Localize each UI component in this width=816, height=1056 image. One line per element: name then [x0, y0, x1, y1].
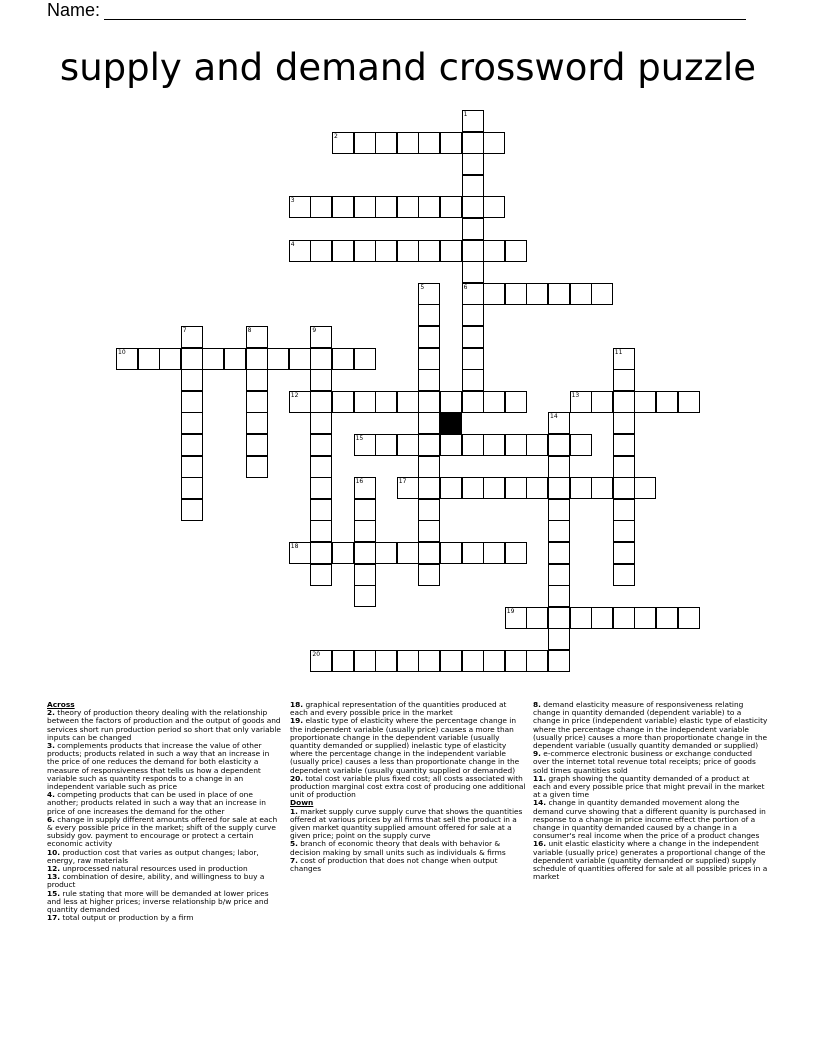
grid-cell[interactable]	[375, 240, 397, 262]
grid-cell[interactable]	[462, 477, 484, 499]
grid-cell[interactable]	[310, 348, 332, 370]
clue-text: cost of production that does not change when output changes	[290, 855, 498, 874]
grid-cell[interactable]	[483, 477, 505, 499]
grid-cell[interactable]	[462, 283, 484, 305]
clue-item	[47, 791, 283, 816]
grid-cell[interactable]	[310, 542, 332, 564]
grid-cell[interactable]	[505, 477, 527, 499]
grid-cell[interactable]	[181, 499, 203, 521]
grid-cell[interactable]	[505, 434, 527, 456]
grid-cell[interactable]	[462, 650, 484, 672]
grid-cell[interactable]	[483, 434, 505, 456]
clue-text: theory of production theory dealing with the relationship between the factors of production and the output of goods and services short run production period so short that only variable inputs can be changed	[47, 708, 281, 742]
grid-cell[interactable]	[418, 564, 440, 586]
grid-cell[interactable]	[289, 348, 311, 370]
grid-cell[interactable]	[310, 434, 332, 456]
grid-cell[interactable]	[397, 196, 419, 218]
grid-cell[interactable]	[418, 196, 440, 218]
grid-cell[interactable]	[310, 240, 332, 262]
grid-cell[interactable]	[483, 283, 505, 305]
grid-cell[interactable]	[418, 304, 440, 326]
grid-cell[interactable]	[505, 240, 527, 262]
clue-number-label: 12.	[47, 864, 61, 874]
grid-cell[interactable]	[462, 175, 484, 197]
grid-cell[interactable]	[548, 650, 570, 672]
grid-cell[interactable]	[483, 132, 505, 154]
grid-cell[interactable]	[462, 110, 484, 132]
clue-number-label: 9.	[533, 749, 541, 759]
clue-number: 14	[550, 413, 558, 421]
grid-cell[interactable]	[483, 650, 505, 672]
clue-item	[47, 914, 283, 922]
clue-number-label: 7.	[290, 855, 298, 865]
grid-cell[interactable]	[548, 542, 570, 564]
grid-cell[interactable]	[246, 326, 268, 348]
clue-number: 19	[506, 607, 515, 615]
grid-cell[interactable]	[418, 499, 440, 521]
clue-number: 20	[312, 651, 321, 658]
grid-cell[interactable]	[354, 585, 376, 607]
grid-cell[interactable]	[332, 391, 354, 413]
clue-number-label: 13.	[47, 872, 61, 882]
grid-cell[interactable]	[181, 477, 203, 499]
grid-cell[interactable]	[397, 391, 419, 413]
grid-cell[interactable]	[332, 542, 354, 564]
clue-text: change in quantity demanded movement along the demand curve showing that a different quanity is purchased in response to a change in price income effect the portion of a change in quantity demanded caused by a change in a consumer's real income when the price of a product changes	[533, 798, 766, 841]
grid-cell[interactable]	[548, 628, 570, 650]
grid-cell[interactable]	[462, 240, 484, 262]
grid-cell[interactable]	[418, 283, 440, 305]
clue-item	[290, 717, 526, 774]
grid-cell[interactable]	[354, 196, 376, 218]
grid-cell[interactable]	[116, 348, 138, 370]
grid-cell[interactable]	[505, 283, 527, 305]
grid-cell[interactable]	[224, 348, 246, 370]
grid-cell[interactable]	[354, 650, 376, 672]
grid-cell[interactable]	[634, 477, 656, 499]
grid-cell[interactable]	[246, 412, 268, 434]
clue-item	[533, 799, 769, 840]
grid-cell[interactable]	[354, 499, 376, 521]
clue-number: 1	[463, 111, 468, 118]
clue-number: 5	[420, 283, 425, 291]
grid-cell[interactable]	[354, 240, 376, 262]
grid-cell[interactable]	[332, 196, 354, 218]
clue-item	[47, 742, 283, 791]
clue-number-label: 18.	[290, 700, 304, 709]
grid-cell[interactable]	[440, 434, 462, 456]
grid-cell[interactable]	[440, 650, 462, 672]
clue-number-label: 17.	[47, 913, 61, 923]
grid-cell[interactable]	[462, 218, 484, 240]
clue-text: branch of economic theory that deals with behavior & decision making by small units such as individuals & firms	[290, 839, 506, 857]
clue-item	[290, 701, 526, 717]
grid-cell[interactable]	[570, 391, 592, 413]
grid-cell[interactable]	[505, 391, 527, 413]
grid-cell[interactable]	[613, 412, 635, 434]
grid-cell[interactable]	[418, 326, 440, 348]
grid-cell[interactable]	[462, 369, 484, 391]
grid-cell[interactable]	[526, 283, 548, 305]
clue-number-label: 15.	[47, 888, 61, 898]
clue-text: graph showing the quantity demanded of a product at each and every possible price that might prevail in the market at a given time	[533, 773, 765, 800]
grid-cell[interactable]	[548, 456, 570, 478]
grid-cell[interactable]	[354, 477, 376, 499]
clue-number-label: 8.	[533, 700, 541, 709]
grid-cell[interactable]	[570, 283, 592, 305]
clue-number: 12	[290, 391, 299, 399]
grid-cell[interactable]	[418, 477, 440, 499]
grid-cell[interactable]	[375, 650, 397, 672]
clue-number-label: 6.	[47, 814, 55, 824]
clue-text: competing products that can be used in place of one another; products related in such a way that an increase in price of one increases the demand for the other	[47, 790, 266, 816]
grid-cell[interactable]	[548, 520, 570, 542]
clue-number-label: 16.	[533, 839, 547, 849]
clue-number-label: 14.	[533, 798, 547, 808]
grid-cell[interactable]	[310, 196, 332, 218]
grid-cell[interactable]	[462, 542, 484, 564]
grid-cell[interactable]	[354, 520, 376, 542]
grid-cell[interactable]	[375, 196, 397, 218]
clue-item	[533, 775, 769, 800]
grid-cell[interactable]	[483, 196, 505, 218]
grid-cell[interactable]	[613, 348, 635, 370]
clue-item	[290, 808, 526, 841]
grid-cell[interactable]	[332, 348, 354, 370]
grid-cell[interactable]	[310, 477, 332, 499]
page-title: supply and demand crossword puzzle	[59, 46, 757, 89]
grid-cell[interactable]	[505, 650, 527, 672]
grid-cell[interactable]	[375, 542, 397, 564]
clue-text: elastic type of elasticity where the percentage change in the independent variable (usually price) causes a more than proportionate change in the dependent variable (usually quantity demanded or supplied) inelastic type of elasticity where the percentage change in the independent variable (usually price) causes a less than proportionate change in the dependent variable (usually quantity supplied or demanded)	[290, 716, 520, 775]
grid-cell[interactable]	[418, 369, 440, 391]
grid-cell[interactable]	[591, 391, 613, 413]
down-heading: Down	[290, 798, 314, 808]
grid-cell[interactable]	[418, 542, 440, 564]
grid-cell[interactable]	[397, 240, 419, 262]
clue-item	[290, 857, 526, 873]
grid-cell[interactable]	[462, 391, 484, 413]
grid-cell[interactable]	[181, 369, 203, 391]
grid-cell[interactable]	[548, 585, 570, 607]
clue-number: 18	[290, 543, 299, 550]
grid-cell[interactable]	[181, 456, 203, 478]
grid-cell[interactable]	[418, 456, 440, 478]
clue-number: 13	[571, 391, 580, 399]
clue-number-label: 2.	[47, 708, 55, 718]
clue-text: rule stating that more will be demanded at lower prices and less at higher prices; inverse relationship b/w price and quantity demanded	[47, 888, 269, 915]
grid-cell[interactable]	[656, 607, 678, 629]
grid-cell[interactable]	[418, 650, 440, 672]
grid-cell[interactable]	[440, 240, 462, 262]
grid-cell[interactable]	[613, 456, 635, 478]
clue-number: 2	[334, 132, 338, 140]
grid-cell[interactable]	[678, 607, 700, 629]
grid-cell[interactable]	[634, 607, 656, 629]
clue-text: market supply curve supply curve that shows the quantities offered at various prices by all firms that sell the product in a given market quantity supplied amount offered for sale at a given price; point on the supply curve	[290, 806, 523, 841]
grid-cell[interactable]	[462, 326, 484, 348]
clue-number: 17	[398, 478, 407, 486]
clue-number: 9	[312, 327, 317, 334]
grid-cell[interactable]	[289, 391, 311, 413]
clue-text: graphical representation of the quantities produced at each and every possible price in the market	[290, 700, 507, 718]
clue-number: 16	[355, 478, 364, 486]
grid-cell[interactable]	[181, 391, 203, 413]
down-clue-list-continued	[533, 701, 769, 881]
grid-cell[interactable]	[418, 348, 440, 370]
grid-cell[interactable]	[310, 564, 332, 586]
grid-cell[interactable]	[418, 434, 440, 456]
grid-cell[interactable]	[613, 391, 635, 413]
clue-item	[533, 701, 769, 750]
clue-item	[290, 840, 526, 856]
grid-cell[interactable]	[310, 391, 332, 413]
grid-cell[interactable]	[418, 132, 440, 154]
grid-cell[interactable]	[418, 520, 440, 542]
grid-cell[interactable]	[310, 650, 332, 672]
grid-cell[interactable]	[267, 348, 289, 370]
clue-number-label: 11.	[533, 773, 547, 783]
grid-cell[interactable]	[548, 434, 570, 456]
clue-number: 11	[614, 348, 623, 356]
grid-cell[interactable]	[440, 196, 462, 218]
clue-text: production cost that varies as output changes; labor, energy, raw materials	[47, 847, 259, 865]
grid-cell[interactable]	[397, 477, 419, 499]
grid-cell[interactable]	[375, 132, 397, 154]
grid-cell[interactable]	[548, 564, 570, 586]
grid-cell[interactable]	[181, 412, 203, 434]
grid-cell[interactable]	[289, 240, 311, 262]
clues-column-1	[47, 701, 283, 922]
grid-cell[interactable]	[354, 348, 376, 370]
grid-cell[interactable]	[246, 434, 268, 456]
grid-cell[interactable]	[181, 434, 203, 456]
grid-cell[interactable]	[462, 132, 484, 154]
clue-number-label: 20.	[290, 773, 304, 783]
clue-text: combination of desire, ability, and willingness to buy a product	[47, 872, 265, 890]
black-square	[440, 412, 462, 434]
grid-cell[interactable]	[570, 477, 592, 499]
grid-cell[interactable]	[332, 240, 354, 262]
grid-cell[interactable]	[310, 369, 332, 391]
grid-cell[interactable]	[246, 348, 268, 370]
clue-number-label: 3.	[47, 741, 55, 751]
grid-cell[interactable]	[246, 369, 268, 391]
grid-cell[interactable]	[138, 348, 160, 370]
grid-cell[interactable]	[526, 650, 548, 672]
grid-cell[interactable]	[310, 499, 332, 521]
grid-cell[interactable]	[375, 434, 397, 456]
clue-number: 10	[118, 348, 126, 356]
grid-cell[interactable]	[462, 196, 484, 218]
name-label: Name:	[47, 0, 101, 20]
clue-item	[533, 840, 769, 881]
grid-cell[interactable]	[613, 434, 635, 456]
grid-cell[interactable]	[418, 391, 440, 413]
grid-cell[interactable]	[375, 391, 397, 413]
down-clue-list	[290, 808, 526, 874]
grid-cell[interactable]	[462, 261, 484, 283]
grid-cell[interactable]	[591, 607, 613, 629]
across-clue-list	[47, 709, 283, 922]
grid-cell[interactable]	[397, 650, 419, 672]
grid-cell[interactable]	[462, 434, 484, 456]
grid-cell[interactable]	[440, 132, 462, 154]
grid-cell[interactable]	[526, 434, 548, 456]
clue-number: 3	[290, 197, 295, 205]
clue-number: 15	[355, 435, 364, 442]
clue-number: 8	[247, 327, 252, 334]
clue-item	[47, 849, 283, 865]
grid-cell[interactable]	[310, 520, 332, 542]
grid-cell[interactable]	[613, 499, 635, 521]
clue-item	[47, 709, 283, 742]
grid-cell[interactable]	[462, 348, 484, 370]
grid-cell[interactable]	[202, 348, 224, 370]
grid-cell[interactable]	[397, 434, 419, 456]
clue-item	[533, 750, 769, 775]
grid-cell[interactable]	[310, 326, 332, 348]
grid-cell[interactable]	[548, 283, 570, 305]
grid-cell[interactable]	[354, 434, 376, 456]
clue-text: e-commerce electronic business or exchange conducted over the internet total revenue total receipts; price of goods sold times quantities sold	[533, 749, 756, 775]
grid-cell[interactable]	[613, 369, 635, 391]
clue-text: change in supply different amounts offered for sale at each & every possible price in the market; shift of the supply curve subsidy gov. payment to encourage or protect a certain economic activity	[47, 814, 278, 849]
grid-cell[interactable]	[591, 283, 613, 305]
grid-cell[interactable]	[310, 412, 332, 434]
clue-number-label: 4.	[47, 790, 55, 800]
grid-cell[interactable]	[289, 542, 311, 564]
across-clue-list-continued	[290, 701, 526, 799]
grid-cell[interactable]	[526, 607, 548, 629]
clue-number: 7	[182, 327, 187, 334]
clue-item	[47, 816, 283, 849]
grid-cell[interactable]	[483, 391, 505, 413]
grid-cell[interactable]	[397, 542, 419, 564]
grid-cell[interactable]	[332, 132, 354, 154]
grid-cell[interactable]	[570, 434, 592, 456]
clue-text: unit elastic elasticity where a change in the independent variable (usually price) generates a proportional change of the dependent variable (quantity demanded or supplied) supply schedule of quantities offered for sale at all possible prices in a market	[533, 839, 768, 882]
grid-cell[interactable]	[548, 477, 570, 499]
grid-cell[interactable]	[505, 542, 527, 564]
grid-cell[interactable]	[570, 607, 592, 629]
grid-cell[interactable]	[483, 542, 505, 564]
grid-cell[interactable]	[613, 542, 635, 564]
clue-number-label: 5.	[290, 839, 298, 849]
grid-cell[interactable]	[634, 391, 656, 413]
grid-cell[interactable]	[462, 153, 484, 175]
grid-cell[interactable]	[613, 520, 635, 542]
grid-cell[interactable]	[526, 477, 548, 499]
grid-cell[interactable]	[246, 391, 268, 413]
clue-text: total output or production by a firm	[60, 913, 194, 923]
grid-cell[interactable]	[354, 542, 376, 564]
grid-cell[interactable]	[613, 607, 635, 629]
clue-item	[47, 873, 283, 889]
clue-text: demand elasticity measure of responsiveness relating change in quantity demanded (dependent variable) to a change in price (independent variable) elastic type of elasticity where the percentage change in the independent variable (usually price) causes a more than proportionate change in the dependent variable (usually quantity demanded or supplied)	[533, 700, 768, 751]
clue-number: 6	[463, 283, 468, 291]
grid-cell[interactable]	[332, 650, 354, 672]
grid-cell[interactable]	[418, 412, 440, 434]
grid-cell[interactable]	[591, 477, 613, 499]
grid-cell[interactable]	[613, 564, 635, 586]
grid-cell[interactable]	[159, 348, 181, 370]
grid-cell[interactable]	[548, 499, 570, 521]
clue-number: 4	[290, 240, 295, 248]
grid-cell[interactable]	[354, 132, 376, 154]
grid-cell[interactable]	[354, 391, 376, 413]
clues-column-2	[290, 701, 526, 873]
clues-column-3	[533, 701, 769, 881]
grid-cell[interactable]	[656, 391, 678, 413]
grid-cell[interactable]	[181, 348, 203, 370]
grid-cell[interactable]	[397, 132, 419, 154]
grid-cell[interactable]	[505, 607, 527, 629]
clue-item	[47, 890, 283, 915]
grid-cell[interactable]	[548, 607, 570, 629]
clue-number-label: 1.	[290, 806, 298, 816]
clue-item	[290, 775, 526, 800]
across-heading: Across	[47, 700, 75, 709]
clue-text: complements products that increase the value of other products; products related in such a way that an increase in the price of one reduces the demand for both elasticity a measure of responsiveness that tells us how a dependent variable such as quantity responds to a change in an independent variable such as price	[47, 741, 270, 792]
grid-cell[interactable]	[483, 240, 505, 262]
grid-cell[interactable]	[440, 542, 462, 564]
grid-cell[interactable]	[548, 412, 570, 434]
grid-cell[interactable]	[613, 477, 635, 499]
grid-cell[interactable]	[440, 477, 462, 499]
grid-cell[interactable]	[289, 196, 311, 218]
clue-number-label: 10.	[47, 847, 61, 857]
clue-number-label: 19.	[290, 716, 304, 726]
grid-cell[interactable]	[462, 304, 484, 326]
grid-cell[interactable]	[354, 564, 376, 586]
grid-cell[interactable]	[440, 391, 462, 413]
grid-cell[interactable]	[181, 326, 203, 348]
grid-cell[interactable]	[246, 456, 268, 478]
clue-text: unprocessed natural resources used in production	[60, 864, 248, 874]
grid-cell[interactable]	[678, 391, 700, 413]
grid-cell[interactable]	[418, 240, 440, 262]
clue-text: total cost variable plus fixed cost; all costs associated with production marginal cost extra cost of producing one additional unit of production	[290, 773, 526, 800]
grid-cell[interactable]	[310, 456, 332, 478]
